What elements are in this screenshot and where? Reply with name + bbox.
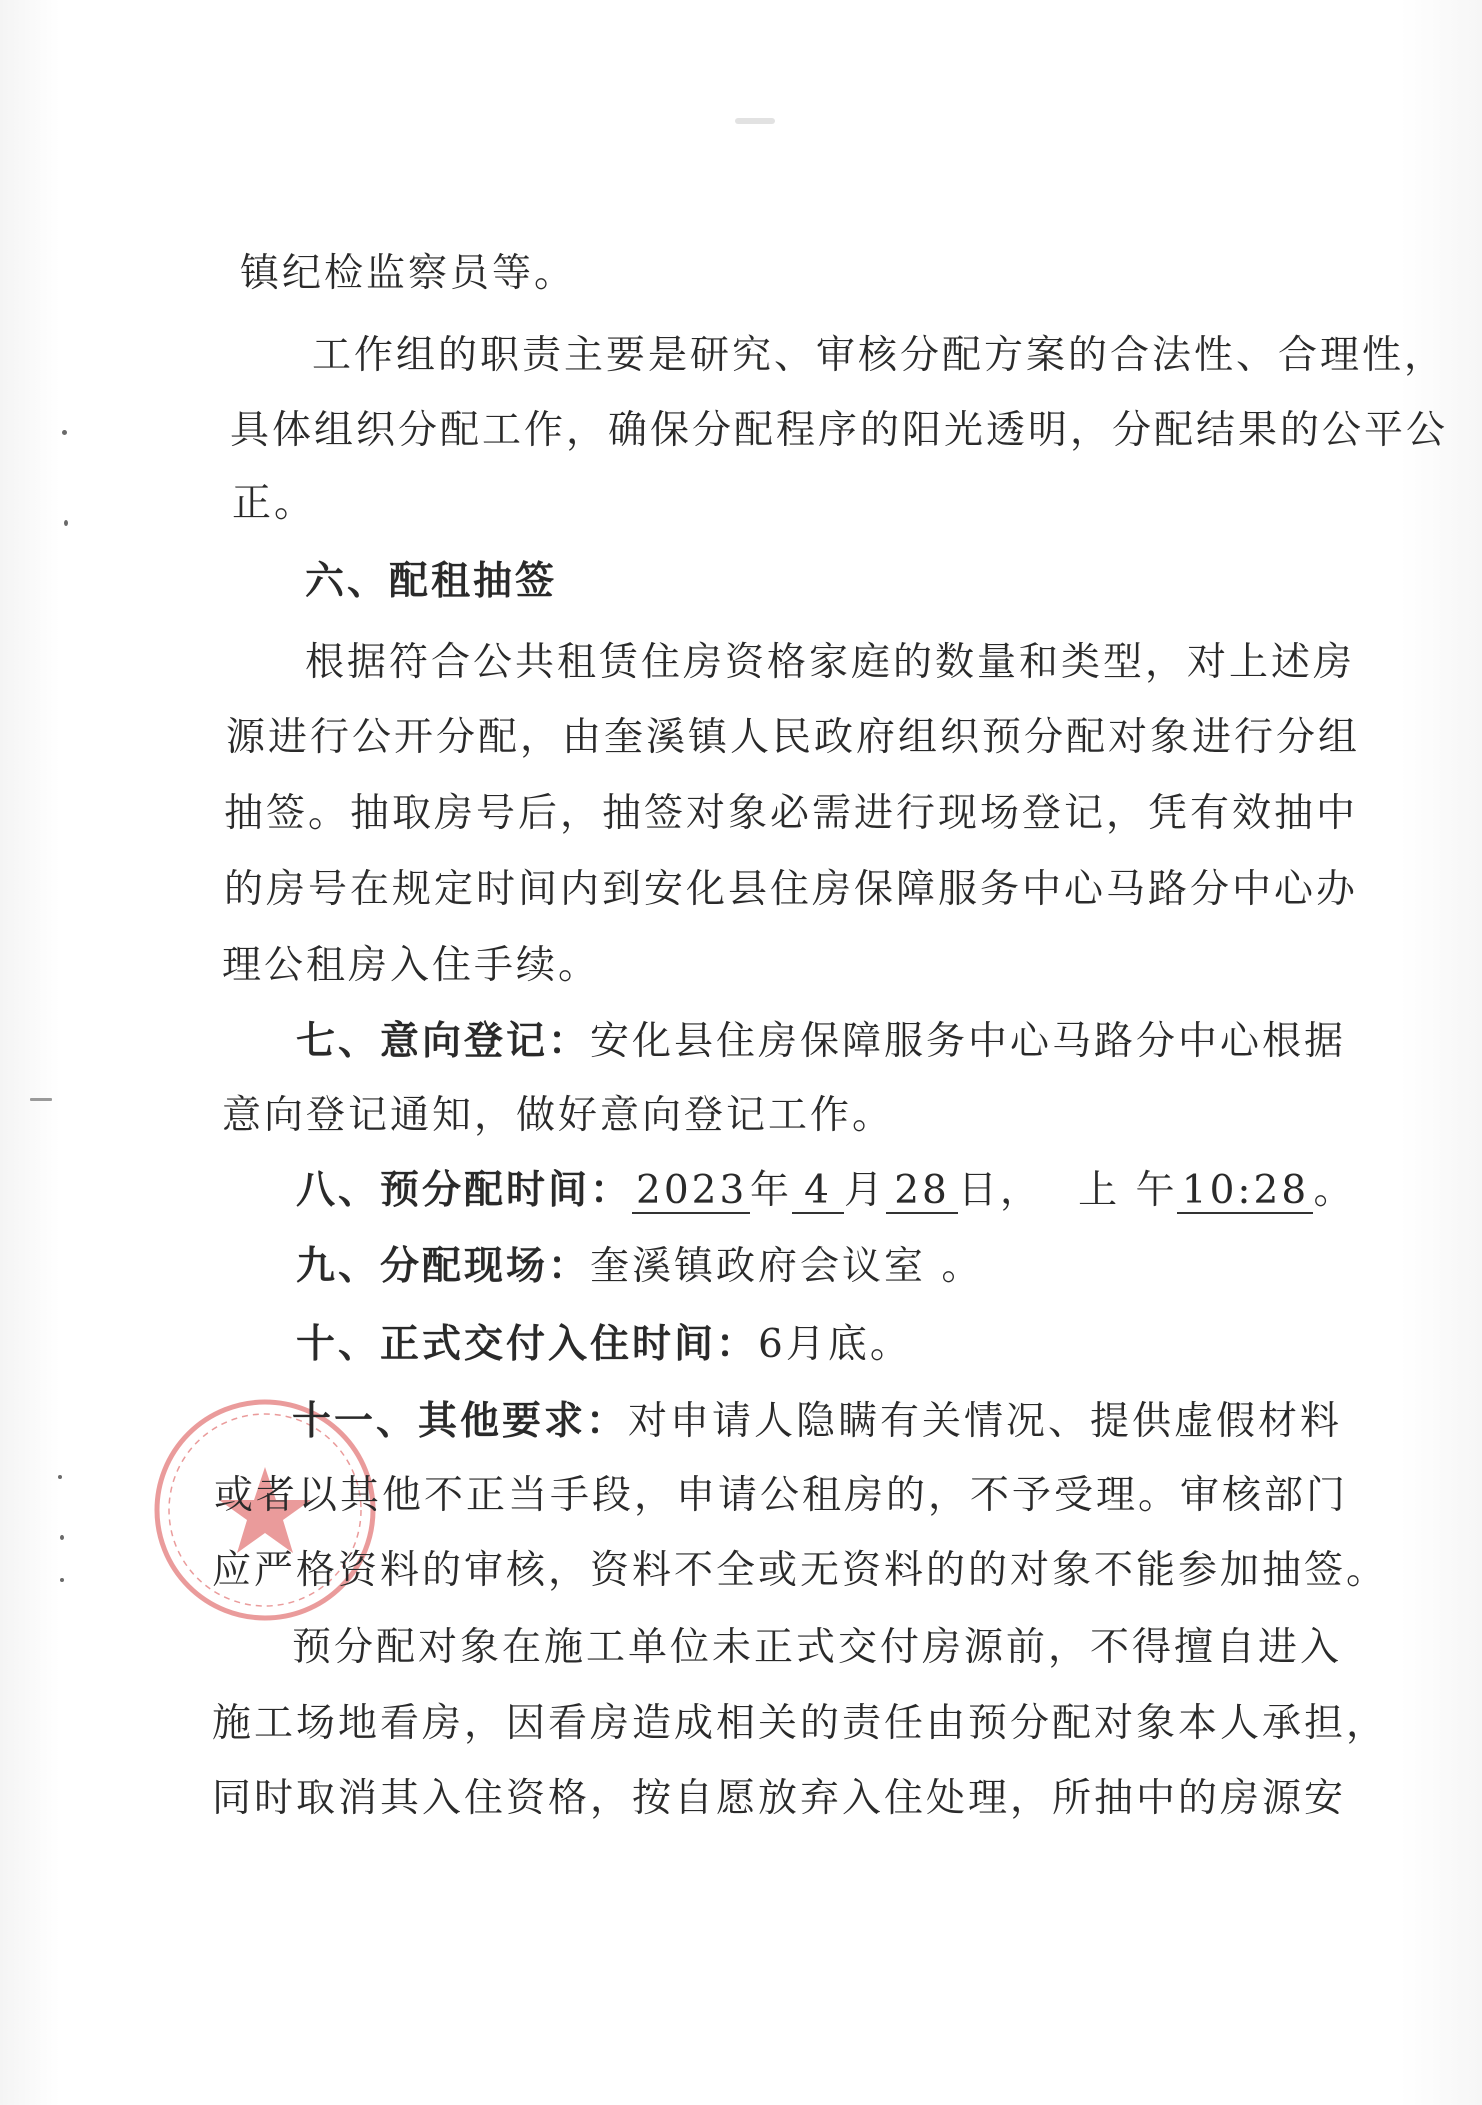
- section-heading: 九、分配现场：: [296, 1243, 591, 1289]
- text-line: [292, 1395, 1342, 1448]
- day-field: 28: [886, 1170, 958, 1214]
- month-label: 月: [844, 1168, 887, 1213]
- text-line: 预分配对象在施工单位未正式交付房源前，不得擅自进入: [292, 1625, 1343, 1670]
- text-line: 工作组的职责主要是研究、审核分配方案的合法性、合理性，: [312, 333, 1447, 378]
- text-line: 根据符合公共租赁住房资格家庭的数量和类型，对上述房: [305, 640, 1356, 685]
- scan-mark: [735, 118, 775, 124]
- text-line: 意向登记通知，做好意向登记工作。: [222, 1093, 895, 1138]
- text-line: 镇纪检监察员等。: [240, 251, 577, 296]
- text-line: 同时取消其入住资格，按自愿放弃入住处理，所抽中的房源安: [212, 1776, 1347, 1821]
- year-label: 年: [750, 1168, 793, 1213]
- scan-speck: [64, 520, 68, 526]
- text-line: 源进行公开分配，由奎溪镇人民政府组织预分配对象进行分组: [226, 715, 1361, 760]
- scan-speck: [58, 1475, 62, 1479]
- text-line: 的房号在规定时间内到安化县住房保障服务中心马路分中心办: [224, 867, 1359, 912]
- text-line: 理公租房入住手续。: [222, 943, 601, 988]
- section-heading: 十一、其他要求：: [292, 1398, 629, 1444]
- section-heading: 七、意向登记：: [296, 1018, 591, 1064]
- section-heading: 八、预分配时间：: [296, 1167, 633, 1213]
- month-field: 4: [792, 1170, 844, 1214]
- section-heading: 六、配租抽签: [305, 558, 558, 604]
- time-field: 10:28: [1177, 1170, 1313, 1214]
- text-content: 6月底。: [758, 1322, 912, 1367]
- scan-speck: [62, 430, 67, 435]
- text-line: 应严格资料的审核，资料不全或无资料的的对象不能参加抽签。: [212, 1548, 1389, 1593]
- day-label: 日，: [958, 1168, 1043, 1213]
- text-content: 对申请人隐瞒有关情况、提供虚假材料: [628, 1399, 1343, 1444]
- text-line: 施工场地看房，因看房造成相关的责任由预分配对象本人承担，: [212, 1701, 1389, 1746]
- text-content: 奎溪镇政府会议室 。: [590, 1244, 984, 1289]
- allocation-time-line: [296, 1164, 1355, 1217]
- scan-speck: [60, 1535, 64, 1540]
- text-line: [296, 1318, 912, 1371]
- scan-speck: [60, 1578, 64, 1582]
- text-line: 或者以其他不正当手段，申请公租房的，不予受理。审核部门: [214, 1473, 1349, 1518]
- year-field: 2023: [632, 1170, 750, 1214]
- scan-speck: [30, 1098, 52, 1101]
- text-line: 具体组织分配工作，确保分配程序的阳光透明，分配结果的公平公: [230, 408, 1449, 453]
- section-heading: 十、正式交付入住时间：: [296, 1321, 759, 1367]
- line-end: 。: [1313, 1168, 1356, 1213]
- text-line: 正。: [232, 481, 317, 526]
- text-content: 安化县住房保障服务中心马路分中心根据: [590, 1019, 1347, 1064]
- text-line: 抽签。抽取房号后，抽签对象必需进行现场登记，凭有效抽中: [224, 791, 1359, 836]
- text-line: [296, 1240, 983, 1293]
- period-label: 上 午: [1078, 1168, 1178, 1213]
- text-line: [296, 1015, 1346, 1068]
